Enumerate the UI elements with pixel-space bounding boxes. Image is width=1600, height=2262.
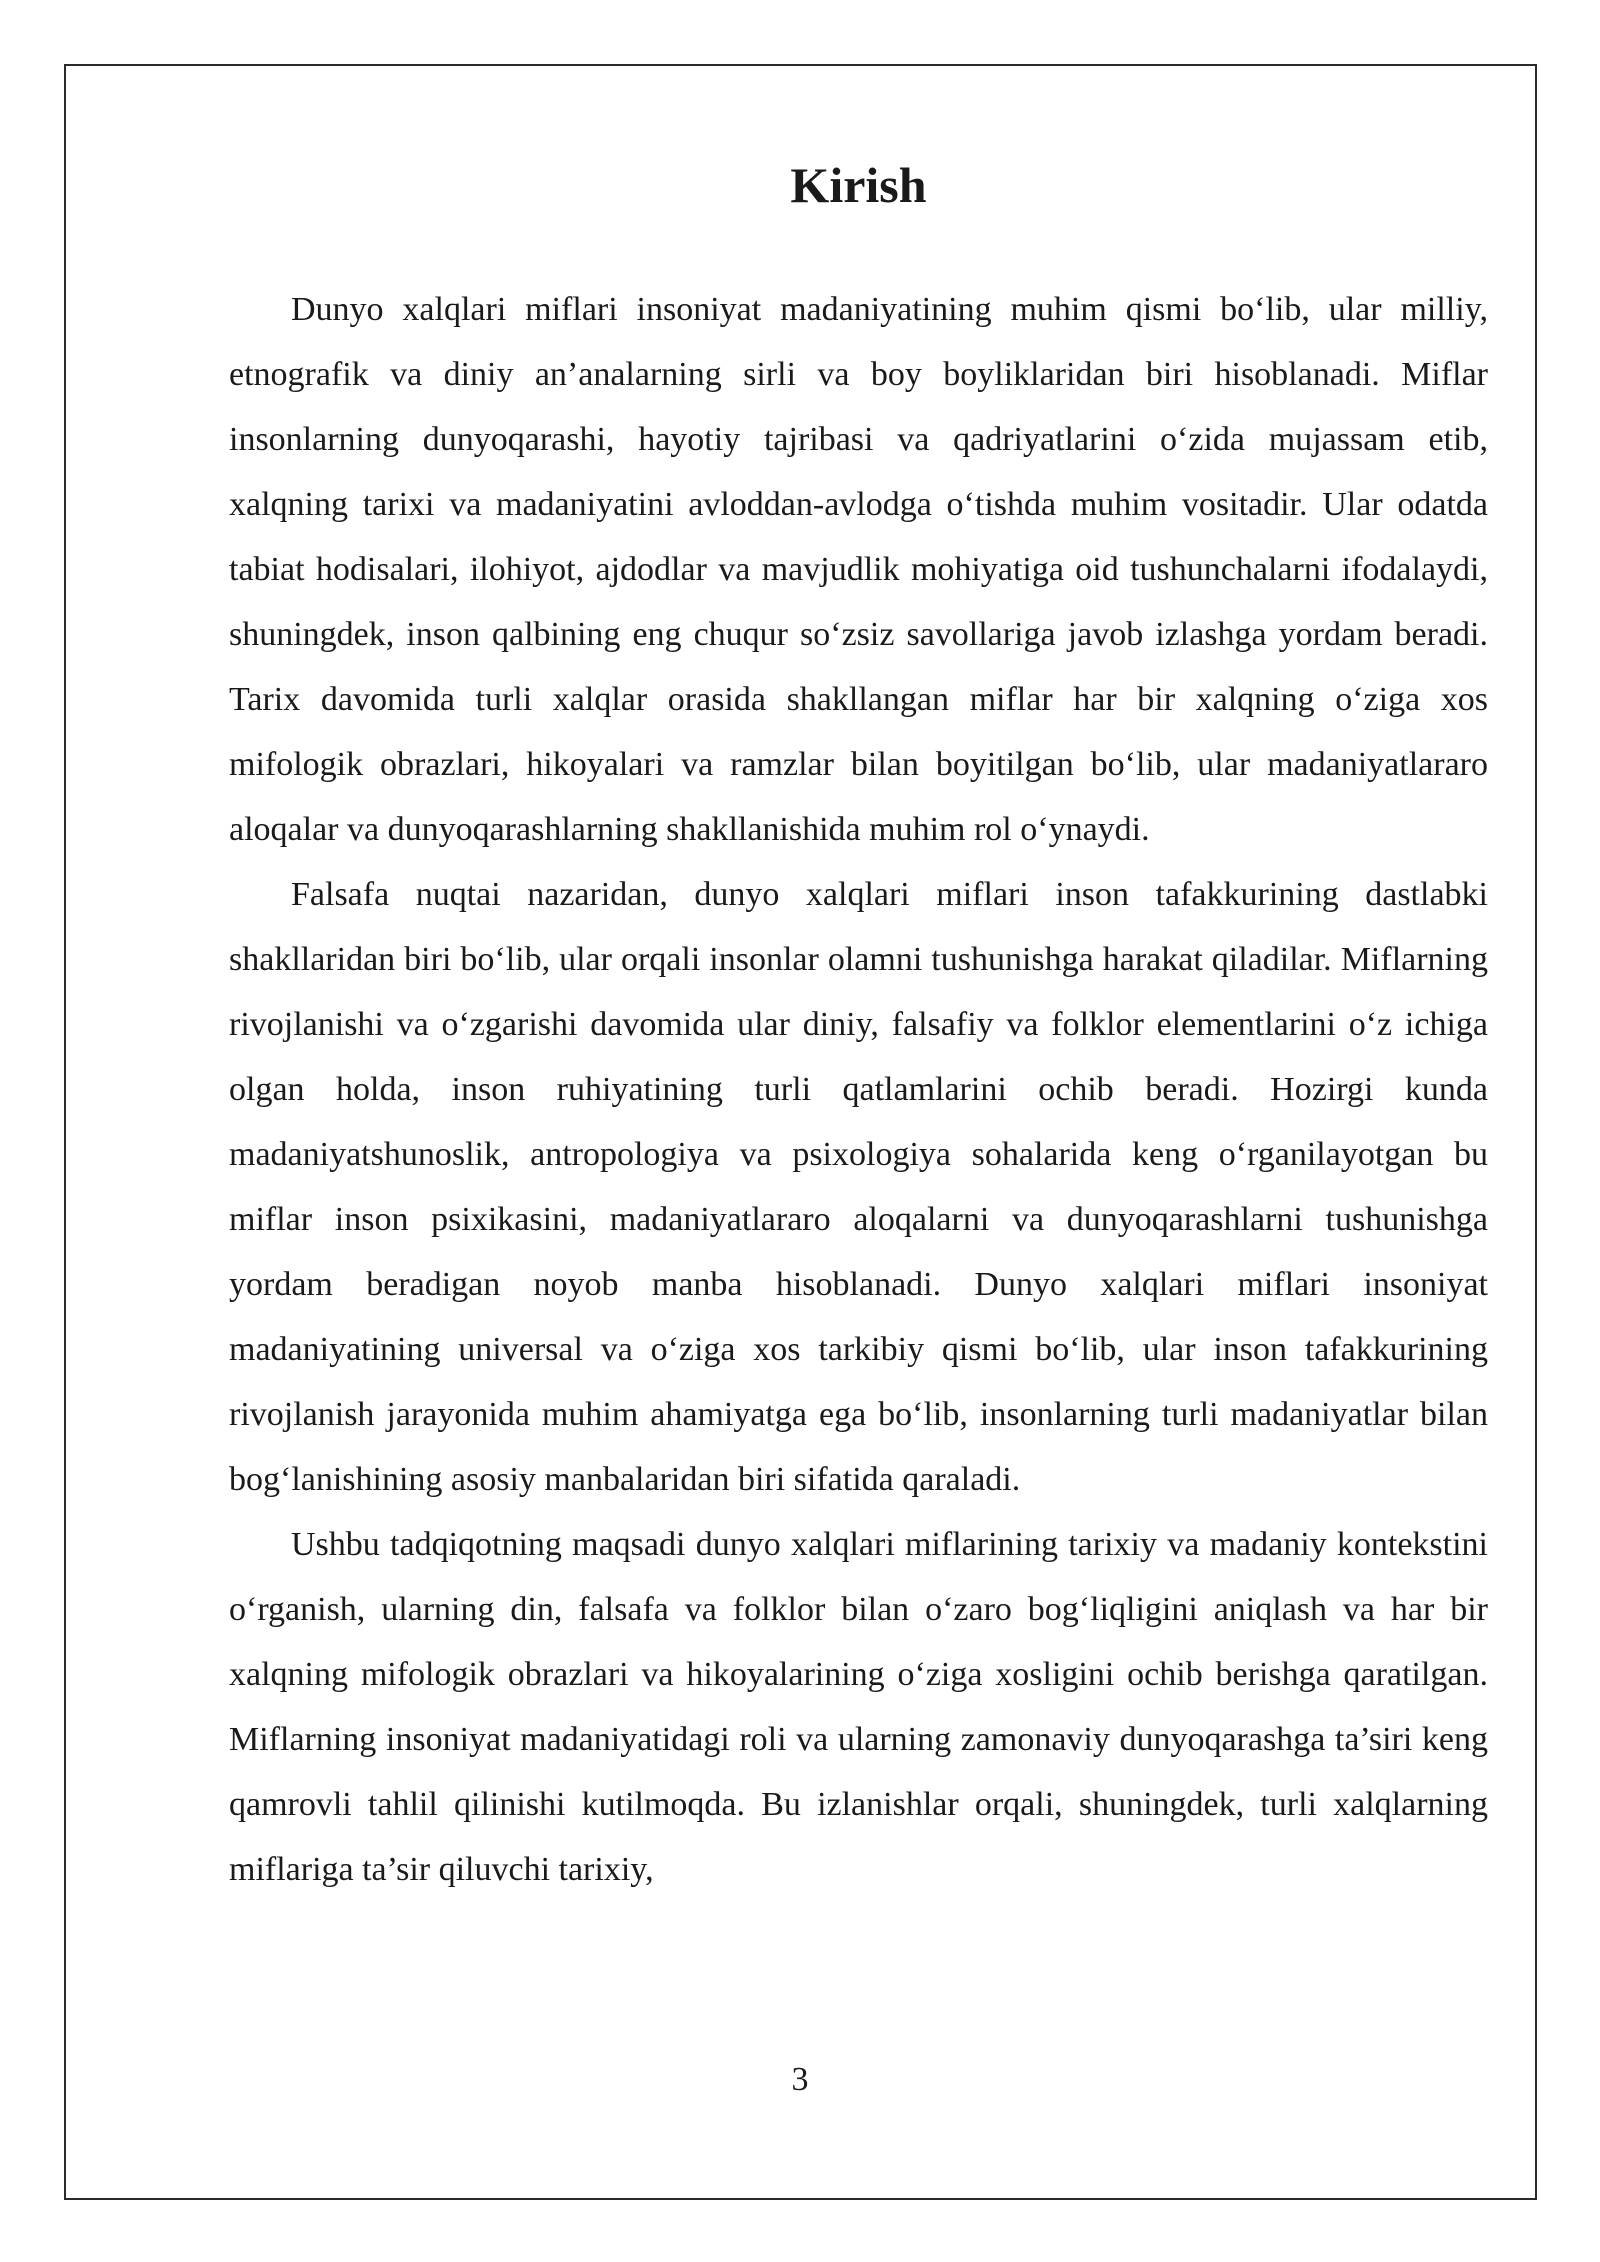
paragraph-3: Ushbu tadqiqotning maqsadi dunyo xalqlari miflarining tarixiy va madaniy kontekstini o‘rganish, ularning din, falsafa va folklor bilan o‘zaro bog‘liqligini aniqlash va har bir xalqning mifologik obrazlari va hikoyalarining o‘ziga xosligini ochib berishga qaratilgan. Miflarning insoniyat madaniyatidagi roli va ularning zamonaviy dunyoqarashga ta’siri keng qamrovli tahlil qilinishi kutilmoqda. Bu izlanishlar orqali, shuningdek, turli xalqlarning miflariga ta’sir qiluvchi tarixiy, [229,1526,1488,1888]
body-text [229,277,1488,1902]
page-content [229,145,1488,1902]
page-number: 3 [791,2061,809,2098]
paragraph-1: Dunyo xalqlari miflari insoniyat madaniyatining muhim qismi bo‘lib, ular milliy, etnografik va diniy an’analarning sirli va boy boyliklaridan biri hisoblanadi. Miflar insonlarning dunyoqarashi, hayotiy tajribasi va qadriyatlarini o‘zida mujassam etib, xalqning tarixi va madaniyatini avloddan-avlodga o‘tishda muhim vositadir. Ular odatda tabiat hodisalari, ilohiyot, ajdodlar va mavjudlik mohiyatiga oid tushunchalarni ifodalaydi, shuningdek, inson qalbining eng chuqur so‘zsiz savollariga javob izlashga yordam beradi. Tarix davomida turli xalqlar orasida shakllangan miflar har bir xalqning o‘ziga xos mifologik obrazlari, hikoyalari va ramzlar bilan boyitilgan bo‘lib, ular madaniyatlararo aloqalar va dunyoqarashlarning shakllanishida muhim rol o‘ynaydi. [229,291,1488,848]
page-title: Kirish [790,157,927,213]
paragraph-2: Falsafa nuqtai nazaridan, dunyo xalqlari miflari inson tafakkurining dastlabki shakllaridan biri bo‘lib, ular orqali insonlar olamni tushunishga harakat qiladilar. Miflarning rivojlanishi va o‘zgarishi davomida ular diniy, falsafiy va folklor elementlarini o‘z ichiga olgan holda, inson ruhiyatining turli qatlamlarini ochib beradi. Hozirgi kunda madaniyatshunoslik, antropologiya va psixologiya sohalarida keng o‘rganilayotgan bu miflar inson psixikasini, madaniyatlararo aloqalarni va dunyoqarashlarni tushunishga yordam beradigan noyob manba hisoblanadi. Dunyo xalqlari miflari insoniyat madaniyatining universal va o‘ziga xos tarkibiy qismi bo‘lib, ular inson tafakkurining rivojlanish jarayonida muhim ahamiyatga ega bo‘lib, insonlarning turli madaniyatlar bilan bog‘lanishining asosiy manbalaridan biri sifatida qaraladi. [229,876,1488,1498]
